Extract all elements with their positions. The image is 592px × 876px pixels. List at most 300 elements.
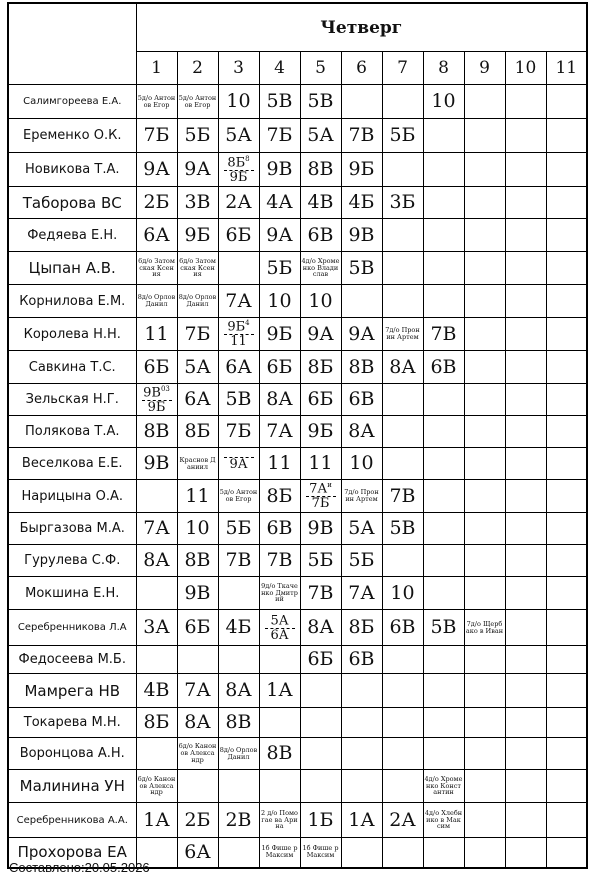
split-lesson <box>260 614 300 642</box>
lesson-cell <box>464 708 505 738</box>
lesson-cell: 4А <box>259 187 300 219</box>
teacher-row <box>8 285 587 318</box>
lesson-cell <box>259 577 300 610</box>
lesson-cell <box>546 708 587 738</box>
lesson-cell <box>259 646 300 674</box>
lesson-cell: 6А <box>218 351 259 384</box>
lesson-cell <box>464 480 505 513</box>
lesson-cell <box>546 187 587 219</box>
lesson-cell: 9Б <box>341 153 382 187</box>
lesson-cell <box>259 838 300 868</box>
lesson-cell <box>218 153 259 187</box>
teacher-name: Цыпан А.В. <box>8 252 136 285</box>
lesson-cell <box>382 85 423 119</box>
lesson-cell: 5В <box>341 252 382 285</box>
lesson-cell: 2Б <box>136 187 177 219</box>
lesson-cell <box>464 646 505 674</box>
teacher-name: Еременко О.К. <box>8 119 136 153</box>
lesson-cell: 2Б <box>177 803 218 838</box>
split-lesson-bottom: 6А <box>270 627 289 643</box>
lesson-cell <box>423 252 464 285</box>
lesson-cell <box>464 252 505 285</box>
split-lesson-top: 8Б <box>227 154 246 170</box>
teacher-row <box>8 545 587 577</box>
teacher-name: Королева Н.Н. <box>8 318 136 351</box>
lesson-cell <box>382 384 423 416</box>
lesson-cell: 6В <box>341 646 382 674</box>
teacher-name: Мамрега НВ <box>8 674 136 708</box>
lesson-cell: 9Б <box>300 416 341 448</box>
teacher-name: Веселкова Е.Е. <box>8 448 136 480</box>
teacher-row <box>8 416 587 448</box>
individual-lesson-note: 5д/о Антонов Егор <box>178 93 217 109</box>
lesson-cell <box>423 646 464 674</box>
day-header: Четверг <box>136 3 587 52</box>
lesson-cell <box>136 85 177 119</box>
lesson-cell: 8А <box>341 416 382 448</box>
lesson-cell <box>218 318 259 351</box>
lesson-cell <box>382 153 423 187</box>
individual-lesson-note: Краснов Даниил <box>179 455 216 471</box>
lesson-cell <box>423 187 464 219</box>
teacher-row <box>8 738 587 770</box>
individual-lesson-note: 6д/о Затомская Ксения <box>179 256 216 279</box>
lesson-cell <box>423 674 464 708</box>
lesson-cell: 5А <box>341 513 382 545</box>
lesson-cell: 5А <box>300 119 341 153</box>
lesson-cell <box>177 738 218 770</box>
lesson-cell: 2В <box>218 803 259 838</box>
lesson-cell: 9В <box>136 448 177 480</box>
lesson-cell <box>218 480 259 513</box>
lesson-cell <box>505 674 546 708</box>
period-number: 9 <box>464 52 505 85</box>
lesson-cell <box>300 770 341 803</box>
lesson-cell <box>300 252 341 285</box>
lesson-cell: 6В <box>300 219 341 252</box>
teacher-row <box>8 448 587 480</box>
lesson-cell <box>218 448 259 480</box>
lesson-cell: 6Б <box>218 219 259 252</box>
individual-lesson-note: 2 д/о Помогае ва Арина <box>261 808 298 831</box>
teacher-name: Малинина УН <box>8 770 136 803</box>
lesson-cell <box>341 285 382 318</box>
lesson-cell <box>464 674 505 708</box>
teacher-row <box>8 708 587 738</box>
lesson-cell: 11 <box>177 480 218 513</box>
teacher-name: Зельская Н.Г. <box>8 384 136 416</box>
lesson-cell <box>464 351 505 384</box>
lesson-cell: 9Б <box>259 318 300 351</box>
teacher-row <box>8 646 587 674</box>
period-number: 3 <box>218 52 259 85</box>
lesson-cell: 8Б <box>341 610 382 646</box>
lesson-cell <box>464 513 505 545</box>
lesson-cell <box>546 119 587 153</box>
compiled-date: Составлено:20.05.2026 <box>9 860 150 875</box>
teacher-name: Мокшина Е.Н. <box>8 577 136 610</box>
lesson-cell: 7Б <box>218 416 259 448</box>
lesson-cell <box>505 384 546 416</box>
lesson-cell <box>505 219 546 252</box>
lesson-cell <box>505 770 546 803</box>
lesson-cell: 5Б <box>259 252 300 285</box>
lesson-cell <box>136 252 177 285</box>
lesson-cell: 6Б <box>300 384 341 416</box>
split-lesson-bottom: 9Б <box>229 169 248 185</box>
period-number: 8 <box>423 52 464 85</box>
lesson-cell: 10 <box>341 448 382 480</box>
lesson-cell <box>546 285 587 318</box>
lesson-cell <box>382 448 423 480</box>
individual-lesson-note: 7д/о Пронин Артем <box>385 326 420 341</box>
individual-lesson-note: 8д/о Орлов Данил <box>219 745 258 761</box>
lesson-cell: 4В <box>136 674 177 708</box>
teacher-row <box>8 480 587 513</box>
lesson-cell: 8А <box>136 545 177 577</box>
individual-lesson-note: 8д/о Орлов Данил <box>178 293 217 308</box>
teacher-row <box>8 513 587 545</box>
lesson-cell <box>546 513 587 545</box>
lesson-cell <box>177 252 218 285</box>
lesson-cell <box>382 838 423 868</box>
lesson-cell <box>136 480 177 513</box>
teacher-row <box>8 85 587 119</box>
lesson-cell <box>259 708 300 738</box>
lesson-cell: 8Б <box>259 480 300 513</box>
lesson-cell: 4В <box>300 187 341 219</box>
lesson-cell <box>505 480 546 513</box>
lesson-cell: 5В <box>382 513 423 545</box>
lesson-cell <box>382 285 423 318</box>
lesson-cell <box>505 803 546 838</box>
lesson-cell <box>423 577 464 610</box>
lesson-cell <box>423 219 464 252</box>
individual-lesson-note: 7д/о Щербако в Иван <box>465 619 504 635</box>
teacher-name: Нарицына О.А. <box>8 480 136 513</box>
lesson-cell <box>546 610 587 646</box>
lesson-cell: 7Б <box>259 119 300 153</box>
lesson-cell <box>546 318 587 351</box>
lesson-cell <box>423 738 464 770</box>
lesson-cell: 8В <box>259 738 300 770</box>
teacher-row <box>8 153 587 187</box>
lesson-cell <box>505 513 546 545</box>
lesson-cell <box>464 384 505 416</box>
lesson-cell <box>505 838 546 868</box>
lesson-cell: 8А <box>382 351 423 384</box>
lesson-cell: 7В <box>259 545 300 577</box>
lesson-cell <box>464 187 505 219</box>
period-number: 10 <box>505 52 546 85</box>
table-header <box>8 3 587 85</box>
schedule-body <box>8 85 587 868</box>
split-lesson <box>219 156 259 184</box>
lesson-cell: 5А <box>177 351 218 384</box>
teacher-row <box>8 252 587 285</box>
lesson-cell <box>464 85 505 119</box>
lesson-cell: 1А <box>341 803 382 838</box>
split-lesson-bottom: 11 <box>230 334 247 350</box>
lesson-cell <box>505 577 546 610</box>
lesson-cell <box>136 646 177 674</box>
split-lesson <box>219 320 259 348</box>
lesson-cell <box>546 384 587 416</box>
individual-lesson-note: 4д/о Хроменко Владислав <box>301 256 340 279</box>
lesson-cell <box>423 708 464 738</box>
lesson-cell: 7В <box>341 119 382 153</box>
lesson-cell <box>136 738 177 770</box>
lesson-cell <box>218 646 259 674</box>
lesson-cell <box>546 480 587 513</box>
lesson-cell <box>464 318 505 351</box>
teacher-name: Воронцова А.Н. <box>8 738 136 770</box>
lesson-cell <box>505 187 546 219</box>
teacher-row <box>8 384 587 416</box>
lesson-cell <box>546 252 587 285</box>
lesson-cell <box>259 610 300 646</box>
lesson-cell: 1А <box>136 803 177 838</box>
lesson-cell <box>505 119 546 153</box>
lesson-cell: 8Б <box>300 351 341 384</box>
split-lesson-top: 9В <box>143 384 161 400</box>
lesson-cell: 5Б <box>341 545 382 577</box>
lesson-cell <box>505 708 546 738</box>
split-lesson-top: 7А <box>309 481 328 497</box>
lesson-cell: 8В <box>341 351 382 384</box>
lesson-cell: 8Б <box>136 708 177 738</box>
lesson-cell <box>218 738 259 770</box>
lesson-cell <box>546 351 587 384</box>
teacher-row <box>8 803 587 838</box>
lesson-cell <box>505 738 546 770</box>
lesson-cell: 2А <box>382 803 423 838</box>
period-number: 7 <box>382 52 423 85</box>
split-lesson-top: 9Б <box>227 319 246 335</box>
lesson-cell: 6В <box>259 513 300 545</box>
lesson-cell <box>546 738 587 770</box>
individual-lesson-note: 6д/о Канонов Александр <box>137 774 176 797</box>
lesson-cell <box>218 770 259 803</box>
lesson-cell: 10 <box>177 513 218 545</box>
lesson-cell <box>464 448 505 480</box>
lesson-cell: 7А <box>259 416 300 448</box>
lesson-cell: 9Б <box>177 219 218 252</box>
lesson-cell <box>505 448 546 480</box>
teacher-name: Таборова ВС <box>8 187 136 219</box>
lesson-cell: 3А <box>136 610 177 646</box>
lesson-cell: 9А <box>300 318 341 351</box>
lesson-cell: 6Б <box>259 351 300 384</box>
lesson-cell <box>505 646 546 674</box>
individual-lesson-note: 7д/о Пронин Артем <box>344 488 379 503</box>
lesson-cell <box>341 85 382 119</box>
lesson-cell: 4Б <box>218 610 259 646</box>
lesson-cell: 7А <box>177 674 218 708</box>
teacher-row <box>8 770 587 803</box>
lesson-cell <box>177 770 218 803</box>
individual-lesson-note: 8д/о Орлов Данил <box>137 293 176 308</box>
lesson-cell <box>546 803 587 838</box>
lesson-cell <box>464 416 505 448</box>
individual-lesson-note: 4д/о Хлебникo в Максим <box>424 808 463 831</box>
lesson-cell <box>423 153 464 187</box>
lesson-cell <box>218 252 259 285</box>
lesson-cell <box>177 646 218 674</box>
period-number: 5 <box>300 52 341 85</box>
lesson-cell <box>382 738 423 770</box>
lesson-cell <box>423 384 464 416</box>
lesson-cell <box>136 285 177 318</box>
lesson-cell <box>464 577 505 610</box>
lesson-cell: 10 <box>300 285 341 318</box>
split-lesson-mark: 4 <box>245 319 250 328</box>
lesson-cell: 7В <box>300 577 341 610</box>
lesson-cell: 3Б <box>382 187 423 219</box>
lesson-cell <box>423 513 464 545</box>
lesson-cell <box>382 219 423 252</box>
split-lesson-bottom: 9Б <box>147 399 166 415</box>
lesson-cell <box>177 448 218 480</box>
teacher-row <box>8 577 587 610</box>
lesson-cell: 7А <box>341 577 382 610</box>
lesson-cell <box>382 318 423 351</box>
lesson-cell: 7А <box>136 513 177 545</box>
lesson-cell <box>341 708 382 738</box>
lesson-cell <box>505 153 546 187</box>
lesson-cell <box>136 770 177 803</box>
individual-lesson-note: 4д/о Хроменко Константин <box>424 774 463 797</box>
teacher-name: Салимгореева Е.А. <box>8 85 136 119</box>
period-number: 2 <box>177 52 218 85</box>
lesson-cell: 11 <box>300 448 341 480</box>
lesson-cell: 11 <box>136 318 177 351</box>
lesson-cell <box>423 803 464 838</box>
lesson-cell: 7А <box>218 285 259 318</box>
split-lesson <box>137 386 177 414</box>
lesson-cell: 4Б <box>341 187 382 219</box>
period-number: 6 <box>341 52 382 85</box>
lesson-cell: 8А <box>218 674 259 708</box>
lesson-cell <box>259 770 300 803</box>
lesson-cell: 6В <box>423 351 464 384</box>
lesson-cell <box>341 480 382 513</box>
lesson-cell <box>341 838 382 868</box>
teacher-name: Савкина Т.С. <box>8 351 136 384</box>
lesson-cell <box>300 838 341 868</box>
lesson-cell <box>505 610 546 646</box>
teacher-name: Серебренникова Л.А <box>8 610 136 646</box>
lesson-cell: 8В <box>177 545 218 577</box>
lesson-cell: 9В <box>259 153 300 187</box>
lesson-cell <box>259 803 300 838</box>
lesson-cell <box>136 577 177 610</box>
individual-lesson-note: 9д/о Ткаченко Дмитрий <box>261 581 298 604</box>
teacher-name: Новикова Т.А. <box>8 153 136 187</box>
lesson-cell <box>341 674 382 708</box>
lesson-cell <box>423 448 464 480</box>
lesson-cell: 1А <box>259 674 300 708</box>
split-lesson <box>219 457 259 471</box>
lesson-cell: 5В <box>423 610 464 646</box>
lesson-cell <box>546 448 587 480</box>
lesson-cell <box>464 153 505 187</box>
individual-lesson-note: 1б Фише р Максим <box>261 844 298 860</box>
lesson-cell <box>505 318 546 351</box>
teacher-name: Полякова Т.А. <box>8 416 136 448</box>
lesson-cell <box>546 577 587 610</box>
teacher-row <box>8 674 587 708</box>
lesson-cell <box>382 646 423 674</box>
lesson-cell: 8А <box>259 384 300 416</box>
lesson-cell <box>382 708 423 738</box>
lesson-cell: 9В <box>300 513 341 545</box>
lesson-cell: 5А <box>218 119 259 153</box>
lesson-cell: 2А <box>218 187 259 219</box>
lesson-cell <box>505 285 546 318</box>
lesson-cell <box>505 545 546 577</box>
lesson-cell: 9А <box>259 219 300 252</box>
lesson-cell: 5В <box>300 85 341 119</box>
lesson-cell <box>423 838 464 868</box>
lesson-cell: 7Б <box>177 318 218 351</box>
lesson-cell: 8В <box>218 708 259 738</box>
lesson-cell: 8А <box>300 610 341 646</box>
lesson-cell <box>464 219 505 252</box>
lesson-cell <box>300 738 341 770</box>
lesson-cell <box>423 119 464 153</box>
lesson-cell: 11 <box>259 448 300 480</box>
lesson-cell <box>177 85 218 119</box>
lesson-cell: 6Б <box>177 610 218 646</box>
lesson-cell: 9В <box>177 577 218 610</box>
individual-lesson-note: 5д/о Антонов Егор <box>137 93 176 109</box>
lesson-cell: 9А <box>136 153 177 187</box>
lesson-cell: 5Б <box>177 119 218 153</box>
teacher-name: Прохорова ЕА <box>8 838 136 868</box>
lesson-cell <box>300 480 341 513</box>
lesson-cell <box>218 577 259 610</box>
teacher-name: Федосеева М.Б. <box>8 646 136 674</box>
teacher-row <box>8 187 587 219</box>
lesson-cell: 9В <box>341 219 382 252</box>
lesson-cell: 7Б <box>136 119 177 153</box>
split-lesson-mark: 8 <box>245 154 250 163</box>
corner-cell <box>8 3 136 85</box>
lesson-cell: 10 <box>382 577 423 610</box>
lesson-cell <box>505 351 546 384</box>
lesson-cell: 6А <box>136 219 177 252</box>
schedule-table <box>7 2 588 869</box>
teacher-name: Быргазова М.А. <box>8 513 136 545</box>
lesson-cell: 7В <box>382 480 423 513</box>
lesson-cell <box>218 838 259 868</box>
lesson-cell: 5Б <box>382 119 423 153</box>
split-lesson-bottom: 7Б <box>311 496 330 512</box>
individual-lesson-note: 1б Фише р Максим <box>302 844 339 860</box>
lesson-cell: 8В <box>300 153 341 187</box>
split-lesson-mark: и <box>327 481 332 490</box>
teacher-name: Корнилова Е.М. <box>8 285 136 318</box>
teacher-row <box>8 610 587 646</box>
individual-lesson-note: 6д/о Затомская Ксения <box>138 256 175 279</box>
lesson-cell <box>382 416 423 448</box>
lesson-cell <box>546 770 587 803</box>
lesson-cell <box>546 674 587 708</box>
lesson-cell: 5Б <box>300 545 341 577</box>
lesson-cell <box>546 219 587 252</box>
lesson-cell: 6А <box>177 838 218 868</box>
